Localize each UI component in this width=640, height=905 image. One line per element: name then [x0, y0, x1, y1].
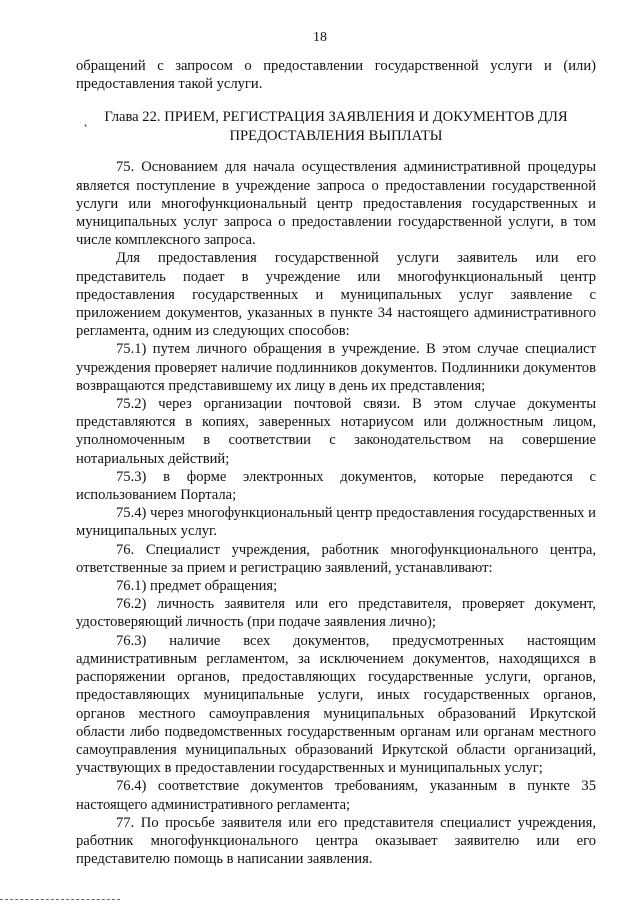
paragraph-75-3: 75.3) в форме электронных документов, которые передаются с использованием Портала; [76, 468, 596, 504]
page-number: 18 [313, 30, 327, 45]
intro-paragraph: обращений с запросом о предоставлении государственной услуги и (или) предоставления такой услуги. [76, 58, 596, 93]
paragraph-76-3: 76.3) наличие всех документов, предусмотренных настоящим административным регламентом, за исключением документов, находящихся в распоряжении органов, предоставляющих государственные услуги, органов, предоставляющих муниципальные услуги, иных государственных органов, органов местного самоуправления муниципальных образований Иркутской области либо подведомственных государственным органам или органам местного самоуправления муниципальных образований Иркутской области организаций, участвующих в предоставлении государственных и муниципальных услуг; [76, 632, 596, 777]
paragraph-75-methods: Для предоставления государственной услуги заявитель или его представитель подает в учреждение или многофункциональный центр предоставления государственных и муниципальных услуг заявление с приложением документов, указанных в пункте 34 настоящего административного регламента, одним из следующих способов: [76, 250, 596, 340]
paragraph-75: 75. Основанием для начала осуществления административной процедуры является поступление в учреждение запроса о предоставлении государственной услуги или многофункциональный центр предоставления государственных и муниципальных услуг запроса о предоставлении государственной услуги, в том числе комплексного запроса. [76, 159, 596, 249]
scan-mark: ˛ [84, 113, 88, 128]
footer-divider [0, 899, 120, 900]
chapter-title: Глава 22. ПРИЕМ, РЕГИСТРАЦИЯ ЗАЯВЛЕНИЯ И ДОКУМЕНТОВ ДЛЯ ПРЕДОСТАВЛЕНИЯ ВЫПЛАТЫ [104, 109, 568, 144]
paragraph-77: 77. По просьбе заявителя или его представителя специалист учреждения, работник многофункционального центра оказывает заявителю или его представителю помощь в написании заявления. [76, 814, 596, 868]
paragraph-75-4: 75.4) через многофункциональный центр предоставления государственных и муниципальных услуг. [76, 505, 596, 540]
paragraph-76-1: 76.1) предмет обращения; [116, 578, 278, 595]
paragraph-76: 76. Специалист учреждения, работник многофункционального центра, ответственные за прием и регистрацию заявлений, устанавливают: [76, 541, 596, 576]
paragraph-76-4: 76.4) соответствие документов требованиям, указанным в пункте 35 настоящего административного регламента; [76, 778, 596, 813]
document-body [76, 57, 596, 868]
paragraph-75-1: 75.1) путем личного обращения в учреждение. В этом случае специалист учреждения проверяет наличие подлинников документов. Подлинники документов возвращаются представившему их лицу в день их представления; [76, 341, 596, 394]
paragraph-76-2: 76.2) личность заявителя или его представителя, проверяет документ, удостоверяющий личность (при подаче заявления лично); [76, 596, 596, 631]
paragraph-75-2: 75.2) через организации почтовой связи. В этом случае документы представляются в копиях, заверенных нотариусом или должностным лицом, уполномоченным в соответствии с законодательством на совершение нотариальных действий; [76, 396, 596, 467]
chapter-heading [76, 108, 596, 145]
